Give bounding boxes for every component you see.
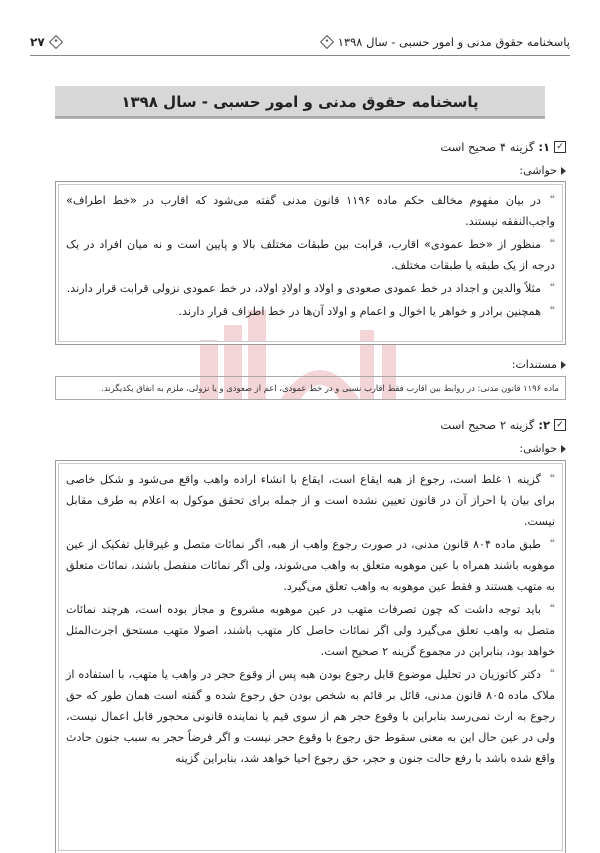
note-paragraph: ❝باید توجه داشت که چون تصرفات متهب در عین موهوبه مشروع و مجاز بوده است، هرچند نمائات متصل به واهب تعلق می‌گیرد ولی اگر نمائات حاصل کار متهب باشند، اصولا متهب مستحق اجرت‌المثل خواهد بود، بنابراین در مجموع گزینه ۲ صحیح است. [66,599,555,662]
page-number-group [30,35,61,49]
notes-label: حواشی: [519,442,557,455]
note-paragraph: ❝همچنین برادر و خواهر یا اخوال و اعمام و اولاد آن‌ها در خط اطراف قرار دارند. [66,301,555,322]
notes-label: حواشی: [519,164,557,177]
section-title-box [55,86,545,118]
note-paragraph: ❝دکتر کاتوزیان در تحلیل موضوع قابل رجوع بودن هبه پس از وقوع حجر در واهب یا متهب، با استفاده از ملاک ماده ۸۰۵ قانون مدنی، قائل بر قائم به شخص بودن حق رجوع شده و گفته است همان طور که حق رجوع به ارث نمی‌رسد بنابراین با وقوع حجر هم از سوی قیم یا نماینده قانونی محجور قابل اعمال نیست، ولی در عین حال این به معنی سقوط حق رجوع با وقوع حجر نیست و اگر فرضاً حجر به سبب جنون حادث واقع شده باشد با رفع حالت جنون و حجر، حق رجوع احیا خواهد شد، بنابراین گزینه [66,664,555,769]
sources-label: مستندات: [511,358,557,371]
arrow-right-icon [561,361,566,369]
section-title: پاسخنامه حقوق مدنی و امور حسبی - سال ۱۳۹۸ [121,93,479,111]
quote-icon [545,605,555,613]
quote-icon [545,670,555,678]
quote-icon [545,284,555,292]
checkbox-icon: ✓ [554,419,566,431]
quote-icon [545,475,555,483]
answer-1-notes-box [55,181,566,345]
answer-number: ۱: [538,140,550,154]
quote-icon [545,540,555,548]
diamond-ornament-icon [320,35,334,49]
answer-1-heading [440,140,566,154]
sources-text: ماده ۱۱۹۶ قانون مدنی: در روابط بین اقارب فقط اقارب نسبی و در خط عمودی، اعم از صعودی و یا نزولی، ملزم به انفاق یکدیگرند. [101,383,559,393]
quote-icon [545,196,555,204]
arrow-right-icon [561,167,566,175]
diamond-ornament-icon [49,35,63,49]
header-rule [30,55,570,56]
page-number: ۲۷ [30,35,45,49]
note-paragraph: ❝در بیان مفهوم مخالف حکم ماده ۱۱۹۶ قانون مدنی گفته می‌شود که اقارب در «خط اطراف» واجب‌النفقه نیستند. [66,190,555,232]
note-paragraph: ❝مثلاً والدین و اجداد در خط عمودی صعودی و اولاد و اولادِ اولاد، در خط عمودی نزولی قرابت قرار دارند. [66,278,555,299]
answer-number: ۲: [538,418,550,432]
answer-1-notes-heading [519,164,566,177]
running-title: پاسخنامه حقوق مدنی و امور حسبی - سال ۱۳۹۸ [337,35,570,49]
arrow-right-icon [561,445,566,453]
answer-text: گزینه ۴ صحیح است [440,140,535,154]
note-paragraph: ❝طبق ماده ۸۰۴ قانون مدنی، در صورت رجوع واهب از هبه، اگر نمائات متصل و غیرقابل تفکیک از عین موهوبه باشند همراه با عین موهوبه متعلق به واهب می‌شوند، ولی اگر نمائات منفصل باشند، نمائات متعلق به متهب هستند و فقط عین موهوبه به واهب تعلق می‌گیرد. [66,534,555,597]
answer-2-notes-heading [519,442,566,455]
quote-icon [545,240,555,248]
answer-text: گزینه ۲ صحیح است [440,418,535,432]
answer-2-notes-box [55,460,566,853]
running-header [30,32,570,52]
checkbox-icon: ✓ [554,141,566,153]
answer-2-heading [440,418,566,432]
quote-icon [545,307,555,315]
answer-1-sources-heading [512,358,566,371]
running-title-group [322,35,570,49]
note-paragraph: ❝گزینه ۱ غلط است، رجوع از هبه ایقاع است، ایقاع با انشاء اراده واهب واقع می‌شود و شکل خاصی برای بیان یا احراز آن در قانون تعیین نشده است و از جمله برای تحقق موکول به اعلام به طرف مقابل نیست. [66,469,555,532]
answer-1-sources-box [55,376,566,400]
note-paragraph: ❝منظور از «خط عمودی» اقارب، قرابت بین طبقات مختلف بالا و پایین است و نه میان افراد در یک درجه از یک طبقه یا طبقات مختلف. [66,234,555,276]
